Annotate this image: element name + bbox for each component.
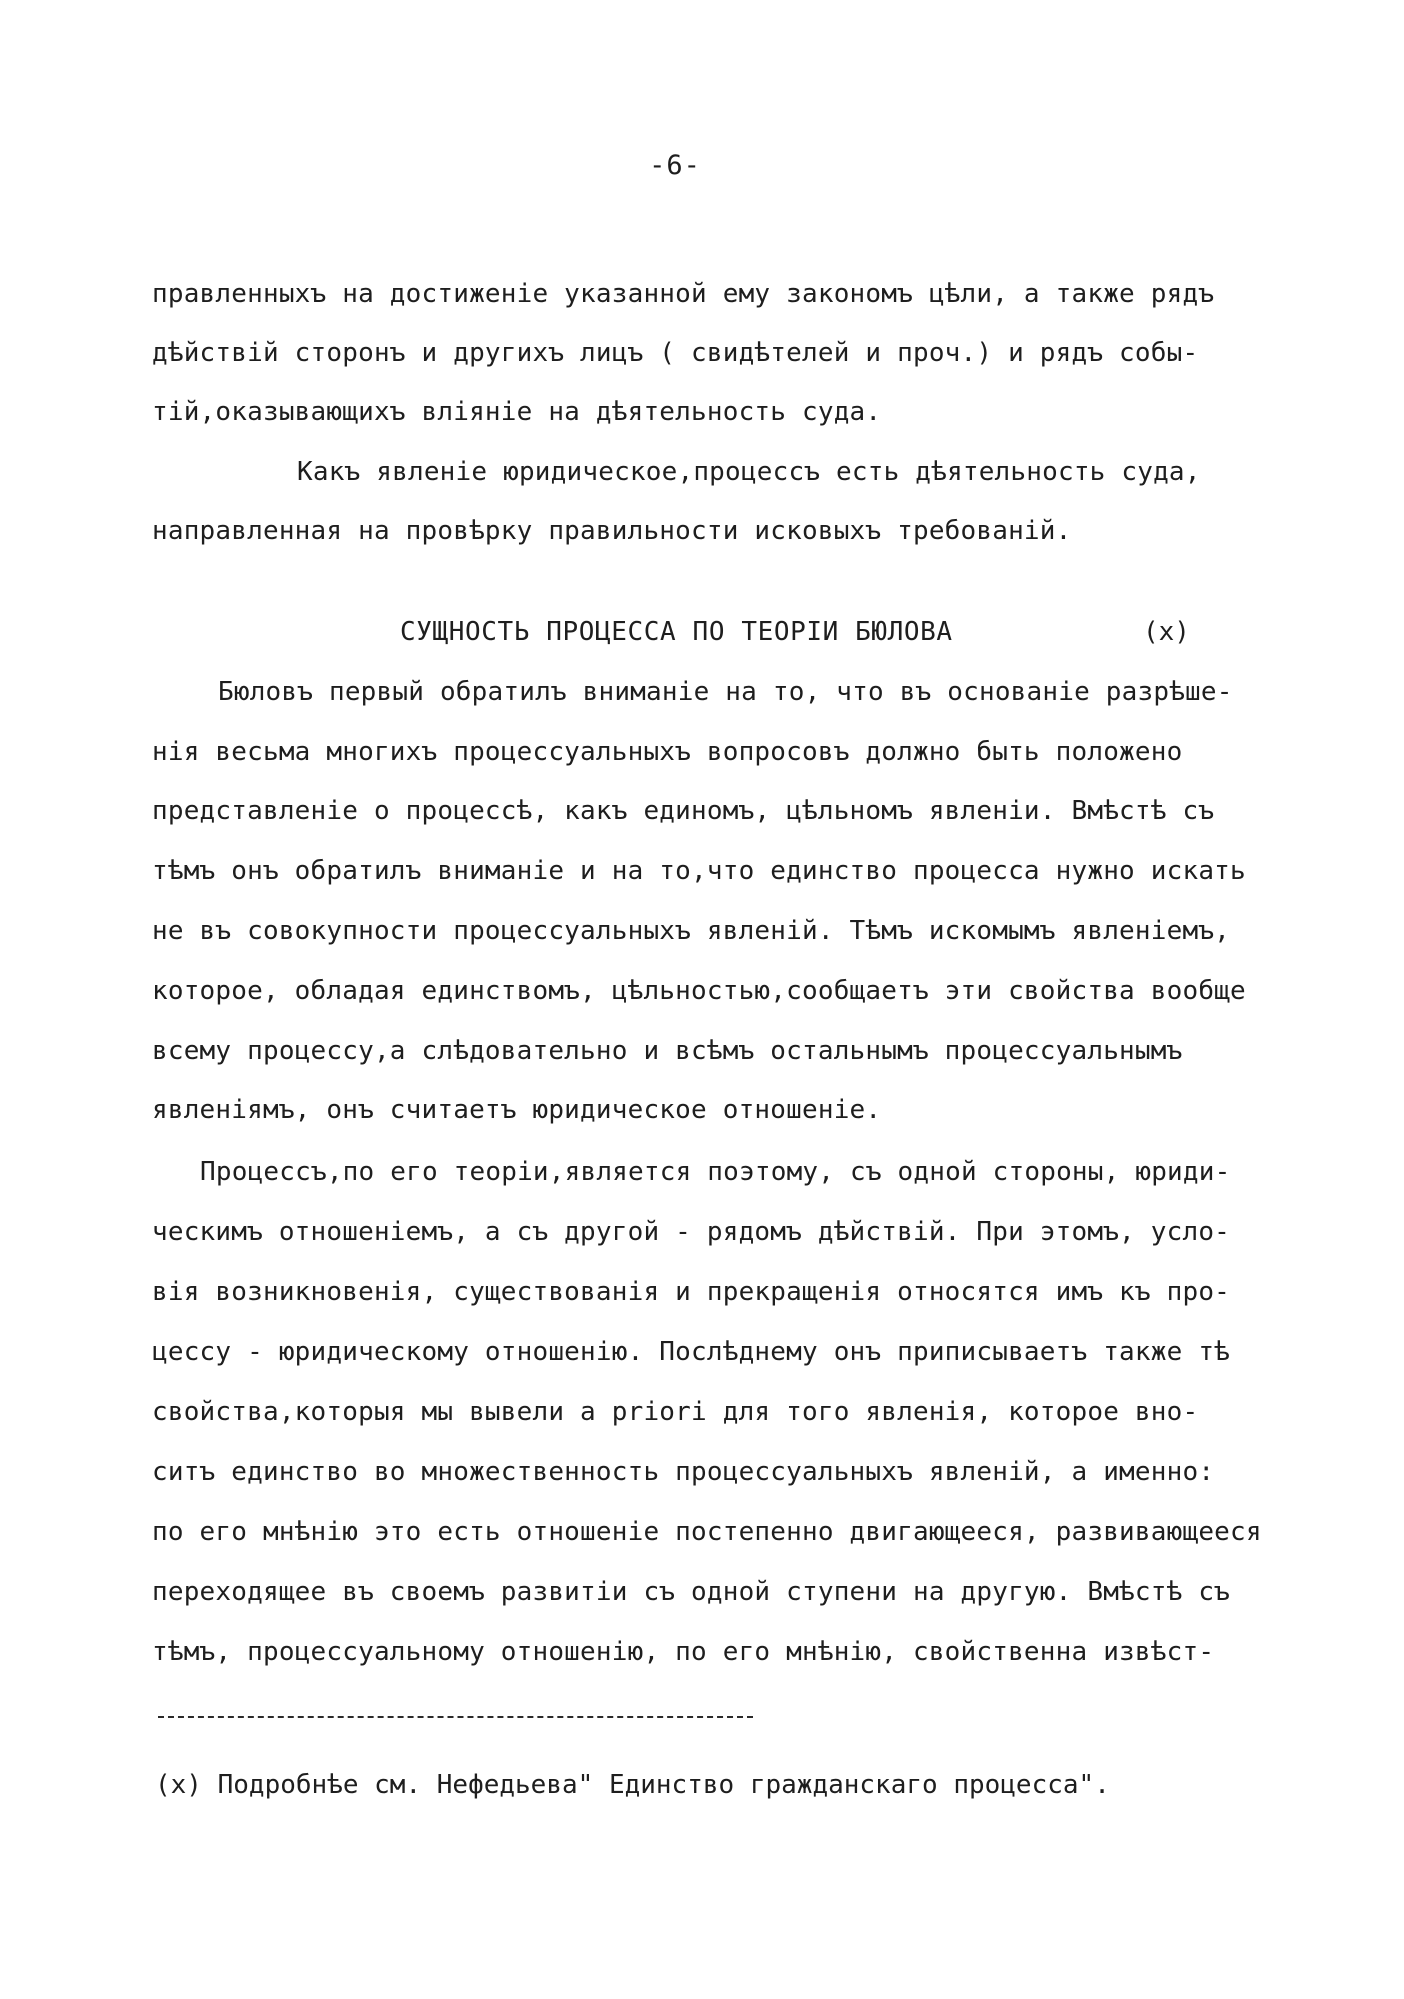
section-heading: СУЩНОСТЬ ПРОЦЕССА ПО ТЕОРІИ БЮЛОВА	[400, 617, 953, 647]
text-line: тій,оказывающихъ вліяніе на дѣятельность суда.	[152, 397, 882, 427]
text-line: цессу - юридическому отношенію. Послѣднему онъ приписываетъ также тѣ	[152, 1337, 1231, 1367]
text-line: тѣмъ, процессуальному отношенію, по его мнѣнію, свойственна извѣст-	[152, 1637, 1215, 1667]
text-line: направленная на провѣрку правильности исковыхъ требованій.	[152, 516, 1072, 546]
text-line: ситъ единство во множественность процессуальныхъ явленій, а именно:	[152, 1457, 1215, 1487]
text-line: Бюловъ первый обратилъ вниманіе на то, что въ основаніе разрѣше-	[218, 677, 1233, 707]
footnote-separator	[158, 1716, 753, 1718]
text-line: представленіе о процессѣ, какъ единомъ, цѣльномъ явленіи. Вмѣстѣ съ	[152, 796, 1215, 826]
heading-footnote-mark: (х)	[1143, 617, 1190, 647]
text-line: которое, обладая единствомъ, цѣльностью,сообщаетъ эти свойства вообще	[152, 976, 1246, 1006]
text-line: свойства,которыя мы вывели а priori для того явленія, которое вно-	[152, 1397, 1199, 1427]
footnote: (х) Подробнѣе см. Нефедьева" Единство гражданскаго процесса".	[155, 1770, 1110, 1800]
text-line: всему процессу,а слѣдовательно и всѣмъ остальнымъ процессуальнымъ	[152, 1036, 1183, 1066]
page-number: -6-	[649, 150, 701, 181]
text-line: ческимъ отношеніемъ, а съ другой - рядомъ дѣйствій. При этомъ, усло-	[152, 1217, 1231, 1247]
text-line: по его мнѣнію это есть отношеніе постепенно двигающееся, развивающееся	[152, 1517, 1262, 1547]
text-line: тѣмъ онъ обратилъ вниманіе и на то,что единство процесса нужно искать	[152, 856, 1246, 886]
text-line: Процессъ,по его теоріи,является поэтому, съ одной стороны, юриди-	[200, 1157, 1231, 1187]
text-line: переходящее въ своемъ развитіи съ одной ступени на другую. Вмѣстѣ съ	[152, 1577, 1231, 1607]
text-line: вія возникновенія, существованія и прекращенія относятся имъ къ про-	[152, 1277, 1231, 1307]
text-line: дѣйствій сторонъ и другихъ лицъ ( свидѣтелей и проч.) и рядъ собы-	[152, 338, 1199, 368]
text-line: Какъ явленіе юридическое,процессъ есть дѣятельность суда,	[297, 457, 1201, 487]
text-line: нія весьма многихъ процессуальныхъ вопросовъ должно быть положено	[152, 737, 1183, 767]
text-line: явленіямъ, онъ считаетъ юридическое отношеніе.	[152, 1095, 882, 1125]
text-line: не въ совокупности процессуальныхъ явленій. Тѣмъ искомымъ явленіемъ,	[152, 916, 1231, 946]
text-line: правленныхъ на достиженіе указанной ему закономъ цѣли, а также рядъ	[152, 279, 1215, 309]
